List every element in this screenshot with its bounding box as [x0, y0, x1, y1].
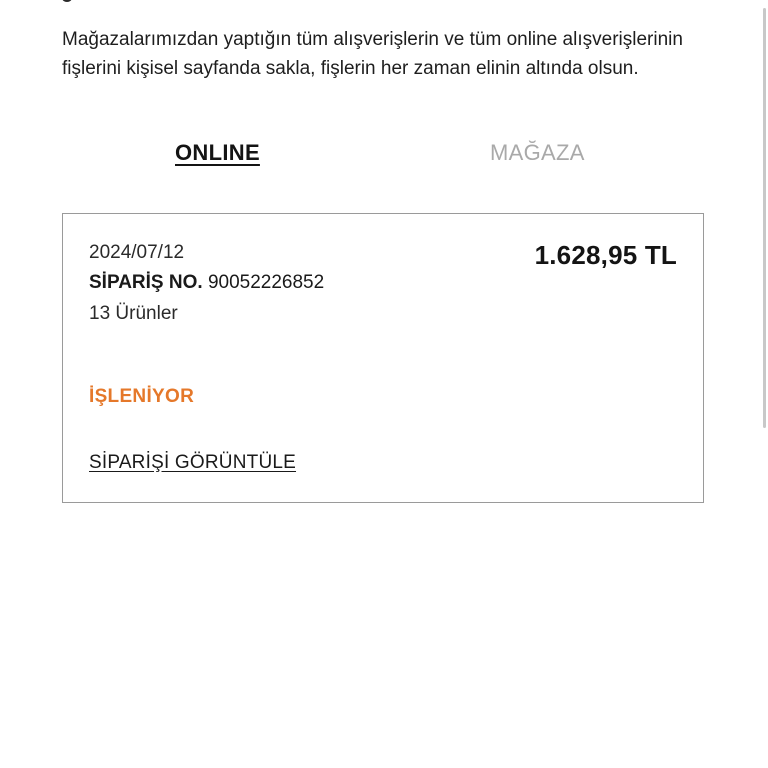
order-item-count: 13 Ürünler: [89, 303, 178, 324]
order-card: [62, 213, 704, 503]
receipt-tabs: [62, 140, 706, 174]
order-date: 2024/07/12: [89, 242, 185, 263]
intro-text: Mağazalarımızdan yaptığın tüm alışverişlerin ve tüm online alışverişlerinin fişlerini kişisel sayfanda sakla, fişlerin her zaman elinin altında olsun.: [62, 29, 683, 79]
order-total: 1.628,95 TL: [534, 240, 677, 270]
order-status-badge: İŞLENİYOR: [89, 386, 195, 407]
order-number: [89, 272, 324, 294]
scrollbar-thumb[interactable]: [763, 8, 766, 428]
tab-store[interactable]: MAĞAZA: [490, 140, 585, 165]
order-number-label: SİPARİŞ NO.: [89, 272, 203, 293]
order-number-value: 90052226852: [207, 272, 325, 293]
tab-online[interactable]: ONLINE: [175, 140, 260, 165]
view-order-link[interactable]: SİPARİŞİ GÖRÜNTÜLE: [89, 452, 297, 473]
top-icon-fragment: [62, 0, 72, 2]
scrollbar[interactable]: [762, 0, 768, 440]
